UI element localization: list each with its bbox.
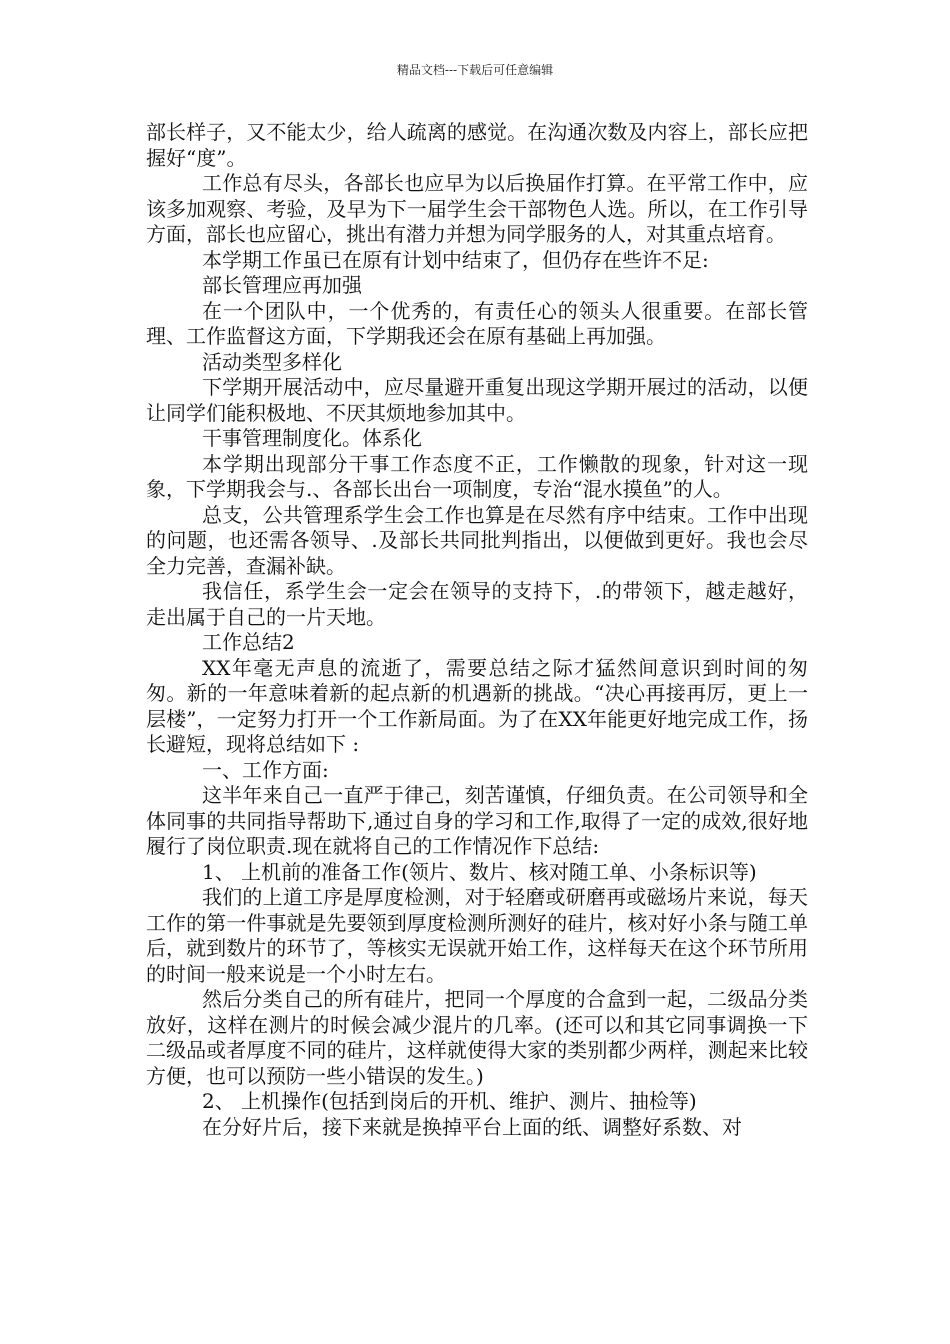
paragraph: 在分好片后，接下来就是换掉平台上面的纸、调整好系数、对 [202, 1114, 742, 1139]
section-heading: 工作总结2 [202, 630, 295, 654]
list-item: 2、 上机操作(包括到岗后的开机、维护、测片、抽检等) [202, 1089, 697, 1113]
document-body [146, 120, 808, 1140]
paragraph: XX年毫无声息的流逝了，需要总结之际才猛然间意识到时间的匆匆。新的一年意味着新的起点新的机遇新的挑战。“决心再接再厉，更上一层楼”，一定努力打开一个工作新局面。为了在XX年能更好地完成工作，扬长避短，现将总结如下 : [146, 655, 808, 756]
list-item: 1、 上机前的准备工作(领片、数片、核对随工单、小条标识等) [202, 859, 757, 884]
paragraph: 总支，公共管理系学生会工作也算是在尽然有序中结束。工作中出现的问题，也还需各领导、.及部长共同批判指出，以便做到更好。我也会尽全力完善，查漏补缺。 [146, 502, 808, 578]
paragraph: 在一个团队中，一个优秀的，有责任心的领头人很重要。在部长管理、工作监督这方面，下学期我还会在原有基础上再加强。 [146, 298, 808, 348]
paragraph: 这半年来自己一直严于律己，刻苦谨慎，仔细负责。在公司领导和全体同事的共同指导帮助下,通过自身的学习和工作,取得了一定的成效,很好地履行了岗位职责.现在就将自己的工作情况作下总结: [146, 783, 808, 858]
section-heading: 部长管理应再加强 [202, 273, 362, 297]
paragraph: 下学期开展活动中，应尽量避开重复出现这学期开展过的活动，以便让同学们能积极地、不厌其烦地参加其中。 [146, 375, 808, 425]
section-heading: 一、工作方面: [202, 757, 329, 782]
paragraph: 我们的上道工序是厚度检测，对于轻磨或研磨再或磁场片来说，每天工作的第一件事就是先要领到厚度检测所测好的硅片，核对好小条与随工单后，就到数片的环节了，等核实无误就开始工作，这样每天在这个环节所用的时间一般来说是一个小时左右。 [146, 885, 808, 986]
paragraph: 工作总有尽头，各部长也应早为以后换届作打算。在平常工作中，应该多加观察、考验，及早为下一届学生会干部物色人选。所以，在工作引导方面，部长也应留心，挑出有潜力并想为同学服务的人，对其重点培育。 [146, 171, 808, 246]
paragraph: 部长样子，又不能太少，给人疏离的感觉。在沟通次数及内容上，部长应把握好“度”。 [146, 120, 808, 170]
section-heading: 活动类型多样化 [202, 349, 342, 374]
paragraph: 我信任，系学生会一定会在领导的支持下，.的带领下，越走越好，走出属于自己的一片天地。 [146, 579, 808, 629]
page-header: 精品文档---下载后可任意编辑 [396, 63, 554, 77]
paragraph: 本学期出现部分干事工作态度不正，工作懒散的现象，针对这一现象，下学期我会与.、各部长出台一项制度，专治“混水摸鱼”的人。 [146, 451, 808, 501]
paragraph: 本学期工作虽已在原有计划中结束了，但仍存在些许不足: [202, 247, 709, 272]
section-heading: 干事管理制度化。体系化 [202, 426, 422, 450]
paragraph: 然后分类自己的所有硅片，把同一个厚度的合盒到一起，二级品分类放好，这样在测片的时候会减少混片的几率。(还可以和其它同事调换一下二级品或者厚度不同的硅片，这样就使得大家的类别都少两样，测起来比较方便，也可以预防一些小错误的发生。) [146, 987, 808, 1088]
